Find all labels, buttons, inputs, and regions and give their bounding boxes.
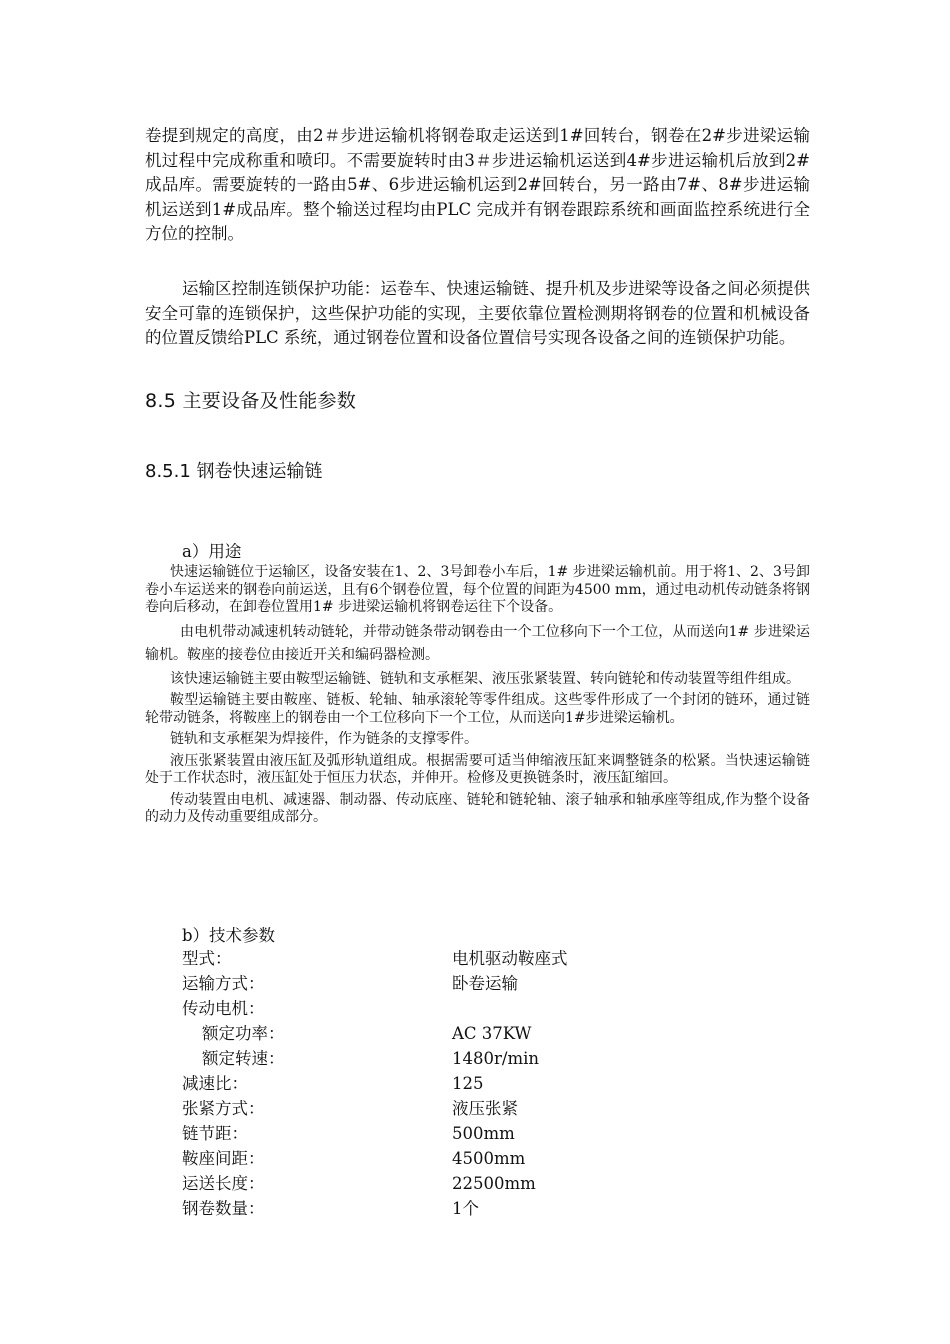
tech-params-table — [182, 946, 782, 1221]
param-label: 鞍座间距： — [182, 1149, 265, 1168]
section-heading-8-5-1: 8.5.1 钢卷快速运输链 — [145, 461, 323, 482]
usage-paragraph: 液压张紧装置由液压缸及弧形轨道组成。根据需要可适当伸缩液压缸来调整链条的松紧。当快速运输链处于工作状态时，液压缸处于恒压力状态，并伸开。检修及更换链条时，液压缸缩回。 — [145, 752, 810, 786]
usage-paragraph: 快速运输链位于运输区，设备安装在1、2、3号卸卷小车后，1# 步进梁运输机前。用于将1、2、3号卸卷小车运送来的钢卷向前运送，且有6个钢卷位置，每个位置的间距为4500 mm，通过电动机传动链条将钢卷向后移动，在卸卷位置用1# 步进梁运输机将钢卷运往下个设备。 — [145, 564, 810, 615]
param-value: 电机驱动鞍座式 — [452, 949, 568, 968]
param-label: 钢卷数量： — [182, 1199, 265, 1218]
param-row — [182, 971, 782, 996]
usage-paragraph: 传动装置由电机、减速器、制动器、传动底座、链轮和链轮轴、滚子轴承和轴承座等组成,作为整个设备的动力及传动重要组成部分。 — [145, 791, 810, 825]
param-row — [182, 1071, 782, 1096]
param-value: AC 37KW — [452, 1024, 532, 1043]
usage-paragraph: 鞍型运输链主要由鞍座、链板、轮轴、轴承滚轮等零件组成。这些零件形成了一个封闭的链环，通过链轮带动链条，将鞍座上的钢卷由一个工位移向下一个工位，从而送向1#步进梁运输机。 — [145, 692, 810, 726]
param-value: 125 — [452, 1074, 484, 1093]
param-row — [182, 1121, 782, 1146]
usage-body — [145, 564, 810, 831]
param-value: 4500mm — [452, 1149, 526, 1168]
param-value: 22500mm — [452, 1174, 536, 1193]
param-label: 传动电机： — [182, 999, 265, 1018]
param-label: 型式： — [182, 949, 232, 968]
param-label: 链节距： — [182, 1124, 248, 1143]
usage-subheading: a）用途 — [182, 542, 242, 561]
param-label: 额定转速： — [202, 1049, 285, 1068]
param-row — [182, 1021, 782, 1046]
intro-paragraph-2: 运输区控制连锁保护功能：运卷车、快速运输链、提升机及步进梁等设备之间必须提供安全可靠的连锁保护，这些保护功能的实现，主要依靠位置检测期将钢卷的位置和机械设备的位置反馈给PLC 系统，通过钢卷位置和设备位置信号实现各设备之间的连锁保护功能。 — [145, 279, 810, 347]
param-row — [182, 1196, 782, 1221]
param-row — [182, 1096, 782, 1121]
param-value: 1480r/min — [452, 1049, 539, 1068]
usage-paragraph: 由电机带动减速机转动链轮，并带动链条带动钢卷由一个工位移向下一个工位，从而送向1# 步进梁运输机。鞍座的接卷位由接近开关和编码器检测。 — [145, 623, 810, 663]
param-row — [182, 946, 782, 971]
param-row — [182, 1146, 782, 1171]
param-label: 运送长度： — [182, 1174, 265, 1193]
param-row — [182, 996, 782, 1021]
intro-paragraph-1: 卷提到规定的高度，由2＃步进运输机将钢卷取走运送到1#回转台，钢卷在2#步进梁运输机过程中完成称重和喷印。不需要旋转时由3＃步进运输机运送到4#步进运输机后放到2#成品库。需要旋转的一路由5#、6步进运输机运到2#回转台，另一路由7#、8#步进运输机运送到1#成品库。整个输送过程均由PLC 完成并有钢卷跟踪系统和画面监控系统进行全方位的控制。 — [145, 126, 810, 243]
param-label: 减速比： — [182, 1074, 248, 1093]
param-row — [182, 1046, 782, 1071]
usage-paragraph: 该快速运输链主要由鞍型运输链、链轨和支承框架、液压张紧装置、转向链轮和传动装置等组件组成。 — [170, 670, 800, 687]
param-label: 张紧方式： — [182, 1099, 265, 1118]
param-row — [182, 1171, 782, 1196]
param-value: 液压张紧 — [452, 1099, 518, 1118]
param-value: 500mm — [452, 1124, 515, 1143]
tech-params-subheading: b）技术参数 — [182, 926, 276, 945]
param-label: 运输方式： — [182, 974, 265, 993]
param-value: 卧卷运输 — [452, 974, 518, 993]
usage-paragraph: 链轨和支承框架为焊接件，作为链条的支撑零件。 — [170, 731, 478, 747]
param-label: 额定功率： — [202, 1024, 285, 1043]
param-value: 1个 — [452, 1199, 479, 1218]
section-heading-8-5: 8.5 主要设备及性能参数 — [145, 390, 357, 412]
